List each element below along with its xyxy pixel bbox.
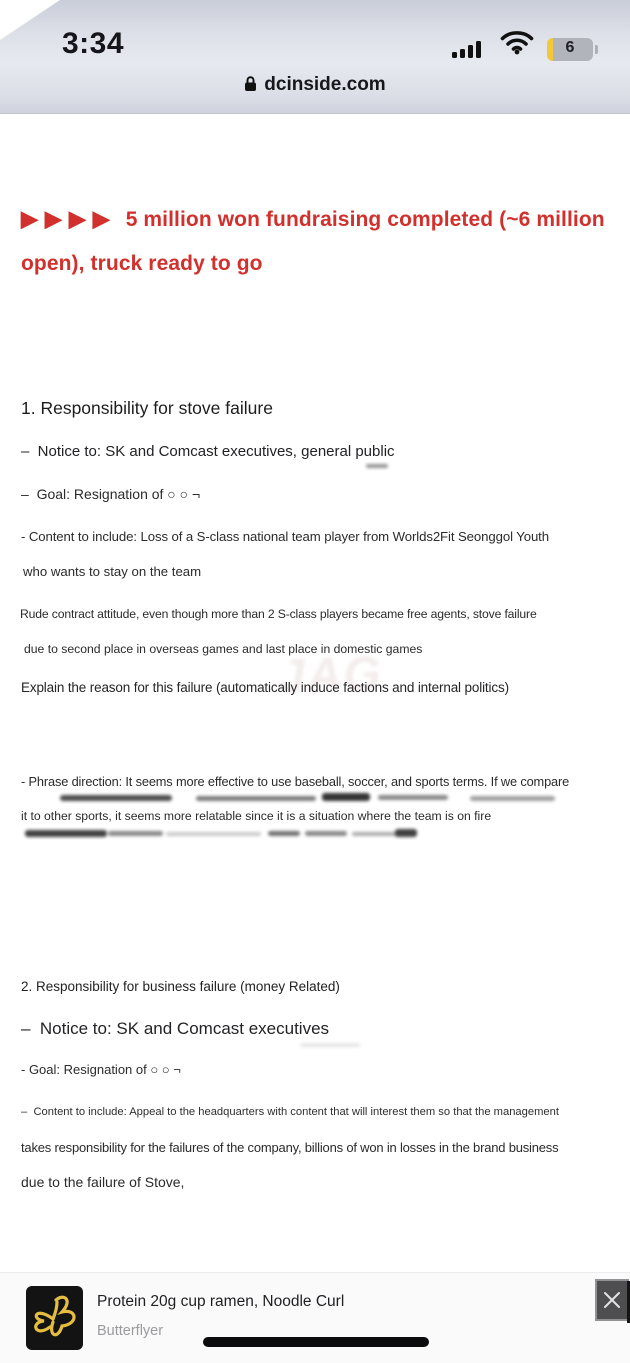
- red-arrow-icons: ▶▶▶▶: [21, 206, 117, 231]
- smudge-artifact: [268, 831, 300, 836]
- status-icons: [452, 36, 612, 62]
- smudge-artifact: [378, 795, 448, 800]
- close-icon: [602, 1290, 622, 1310]
- ad-close-button[interactable]: [595, 1279, 629, 1321]
- smudge-artifact: [300, 1043, 360, 1047]
- section1-content-line1: - Content to include: Loss of a S-class national team player from Worlds2Fit Seonggol Youth: [21, 529, 549, 544]
- section1-content-line2: who wants to stay on the team: [23, 564, 202, 579]
- section1-title: 1. Responsibility for stove failure: [21, 398, 273, 418]
- smudge-artifact: [352, 832, 397, 836]
- section2-content-line3: due to the failure of Stove,: [21, 1174, 185, 1190]
- battery-percent: 6: [565, 39, 575, 56]
- clock-time: 3:34: [62, 27, 125, 60]
- translator-watermark: JAG: [277, 647, 384, 704]
- section1-detail-line2: due to second place in overseas games and last place in domestic games: [24, 642, 423, 656]
- url-text: dcinside.com: [264, 74, 386, 95]
- battery-cap: [595, 45, 598, 54]
- headline-line2: open), truck ready to go: [21, 252, 263, 275]
- section1-phrase-line2: it to other sports, it seems more relatable since it is a situation where the team is on fire: [21, 809, 492, 823]
- section2-goal: - Goal: Resignation of ○ ○ ¬: [21, 1062, 181, 1077]
- butterfly-icon: [26, 1286, 83, 1350]
- smudge-artifact: [60, 795, 172, 801]
- smudge-artifact: [395, 829, 417, 837]
- battery-icon: [547, 38, 593, 61]
- section1-phrase-line1: - Phrase direction: It seems more effective to use baseball, soccer, and sports terms. If we compare: [21, 774, 570, 789]
- section2-title: 2. Responsibility for business failure (money Related): [21, 979, 340, 994]
- headline-text1: 5 million won fundraising completed (~6 million: [125, 208, 605, 231]
- smudge-artifact: [305, 831, 347, 836]
- smudge-artifact: [166, 832, 261, 836]
- section1-detail-line1: Rude contract attitude, even though more than 2 S-class players became free agents, stove failure: [20, 607, 537, 621]
- section2-content-line1: – Content to include: Appeal to the headquarters with content that will interest them so that the management: [21, 1106, 559, 1118]
- section2-notice: – Notice to: SK and Comcast executives: [21, 1019, 330, 1038]
- ad-banner[interactable]: [0, 1272, 630, 1363]
- smudge-artifact: [196, 796, 316, 801]
- ad-advertiser[interactable]: Butterflyer: [97, 1323, 164, 1339]
- section1-goal: – Goal: Resignation of ○ ○ ¬: [21, 486, 201, 502]
- smudge-artifact: [470, 796, 555, 801]
- wifi-icon: [500, 30, 534, 60]
- status-bar: [0, 0, 630, 114]
- smudge-artifact: [25, 830, 107, 837]
- smudge-artifact: [322, 793, 370, 801]
- section1-explain-line: Explain the reason for this failure (automatically induce factions and internal politics): [21, 680, 509, 695]
- smudge-artifact: [108, 831, 163, 836]
- advertiser-logo[interactable]: [26, 1286, 83, 1350]
- address-bar[interactable]: [0, 74, 630, 98]
- headline-line1: [21, 206, 605, 232]
- section1-notice: – Notice to: SK and Comcast executives, general public: [21, 443, 395, 460]
- cellular-signal-icon: [452, 41, 481, 58]
- photo-corner-artifact: [0, 0, 60, 40]
- home-indicator[interactable]: [203, 1337, 429, 1347]
- lock-icon: [244, 75, 257, 98]
- smudge-artifact: [366, 464, 388, 468]
- ad-title[interactable]: Protein 20g cup ramen, Noodle Curl: [97, 1293, 345, 1310]
- section2-content-line2: takes responsibility for the failures of the company, billions of won in losses in the brand business: [21, 1140, 559, 1155]
